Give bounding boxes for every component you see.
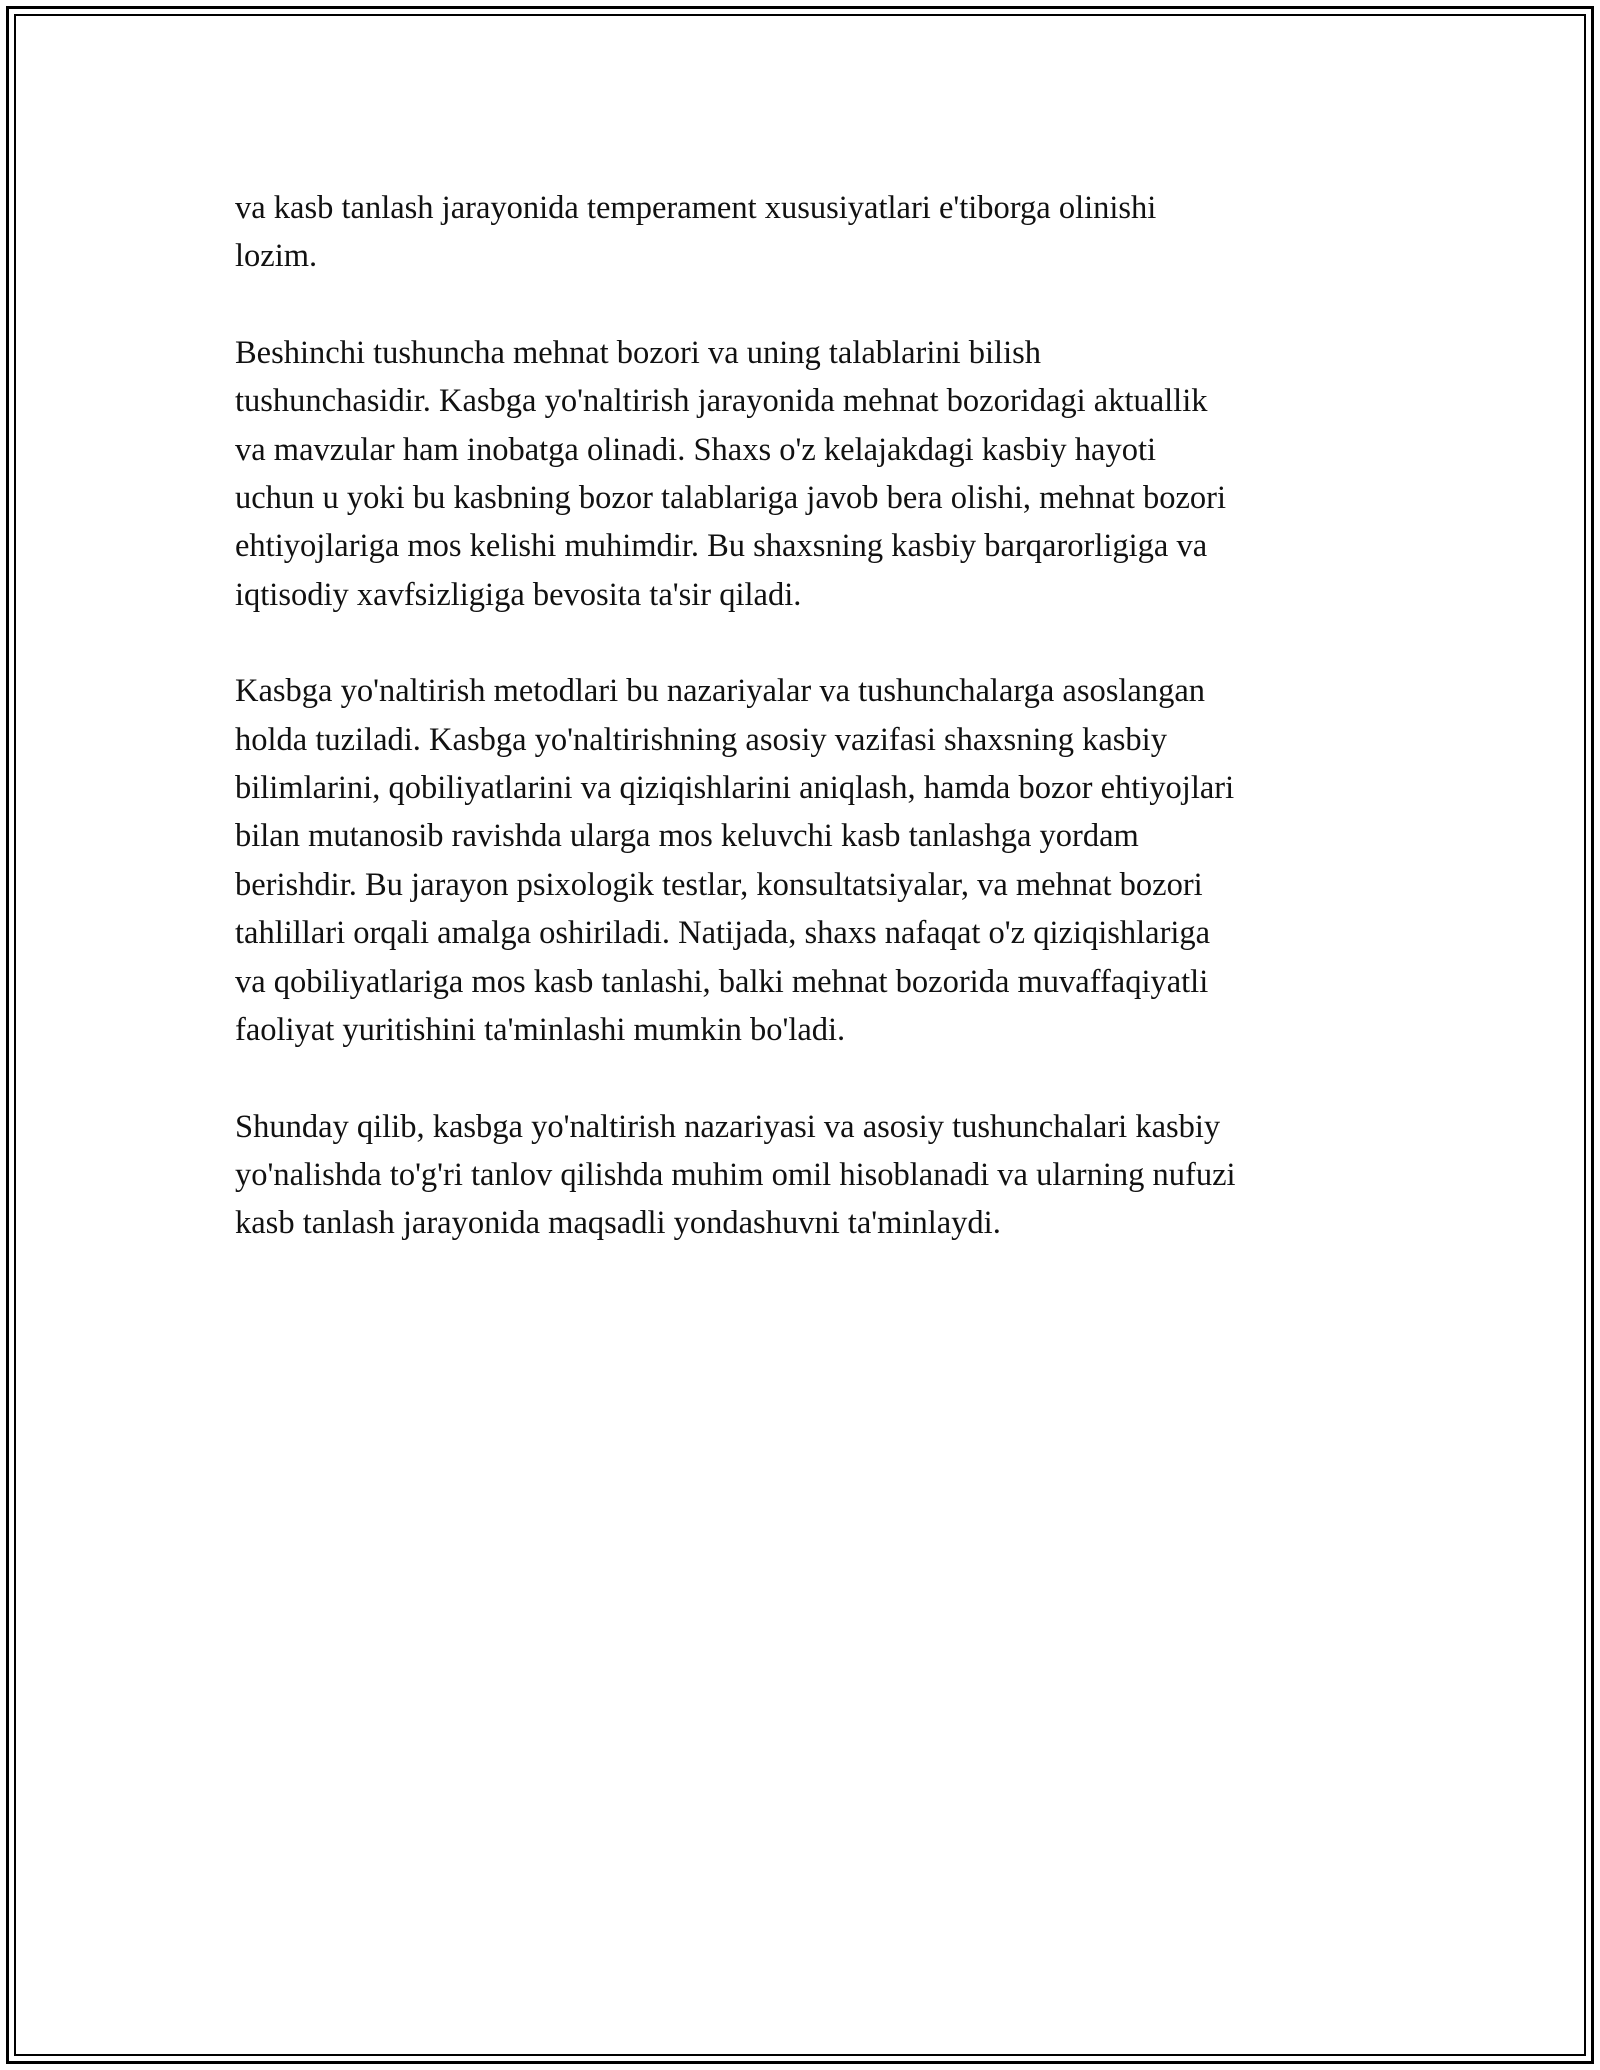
paragraph-temperament-end: va kasb tanlash jarayonida temperament xususiyatlari e'tiborga olinishi lozim. <box>235 190 1157 275</box>
paragraph-conclusion: Shunday qilib, kasbga yo'naltirish nazariyasi va asosiy tushunchalari kasbiy yo'nalishda to'g'ri tanlov qilishda muhim omil hisoblanadi va ularning nufuzi kasb tanlash jarayonida maqsadli yondashuvni ta'minlaydi. <box>235 1108 1236 1242</box>
paragraph-labor-market: Beshinchi tushuncha mehnat bozori va uning talablarini bilish tushunchasidir. Kasbga yo'naltirish jarayonida mehnat bozoridagi aktuallik va mavzular ham inobatga olinadi. Shaxs o'z kelajakdagi kasbiy hayoti uchun u yoki bu kasbning bozor talablariga javob bera olishi, mehnat bozori ehtiyojlariga mos kelishi muhimdir. Bu shaxsning kasbiy barqarorligiga va iqtisodiy xavfsizligiga bevosita ta'sir qiladi. <box>235 334 1226 613</box>
document-body <box>235 184 1370 1296</box>
paragraph-guidance-methods: Kasbga yo'naltirish metodlari bu nazariyalar va tushunchalarga asoslangan holda tuziladi. Kasbga yo'naltirishning asosiy vazifasi shaxsning kasbiy bilimlarini, qobiliyatlarini va qiziqishlarini aniqlash, hamda bozor ehtiyojlari bilan mutanosib ravishda ularga mos keluvchi kasb tanlashga yordam berishdir. Bu jarayon psixologik testlar, konsultatsiyalar, va mehnat bozori tahlillari orqali amalga oshiriladi. Natijada, shaxs nafaqat o'z qiziqishlariga va qobiliyatlariga mos kasb tanlashi, balki mehnat bozorida muvaffaqiyatli faoliyat yuritishini ta'minlashi mumkin bo'ladi. <box>235 673 1235 1049</box>
